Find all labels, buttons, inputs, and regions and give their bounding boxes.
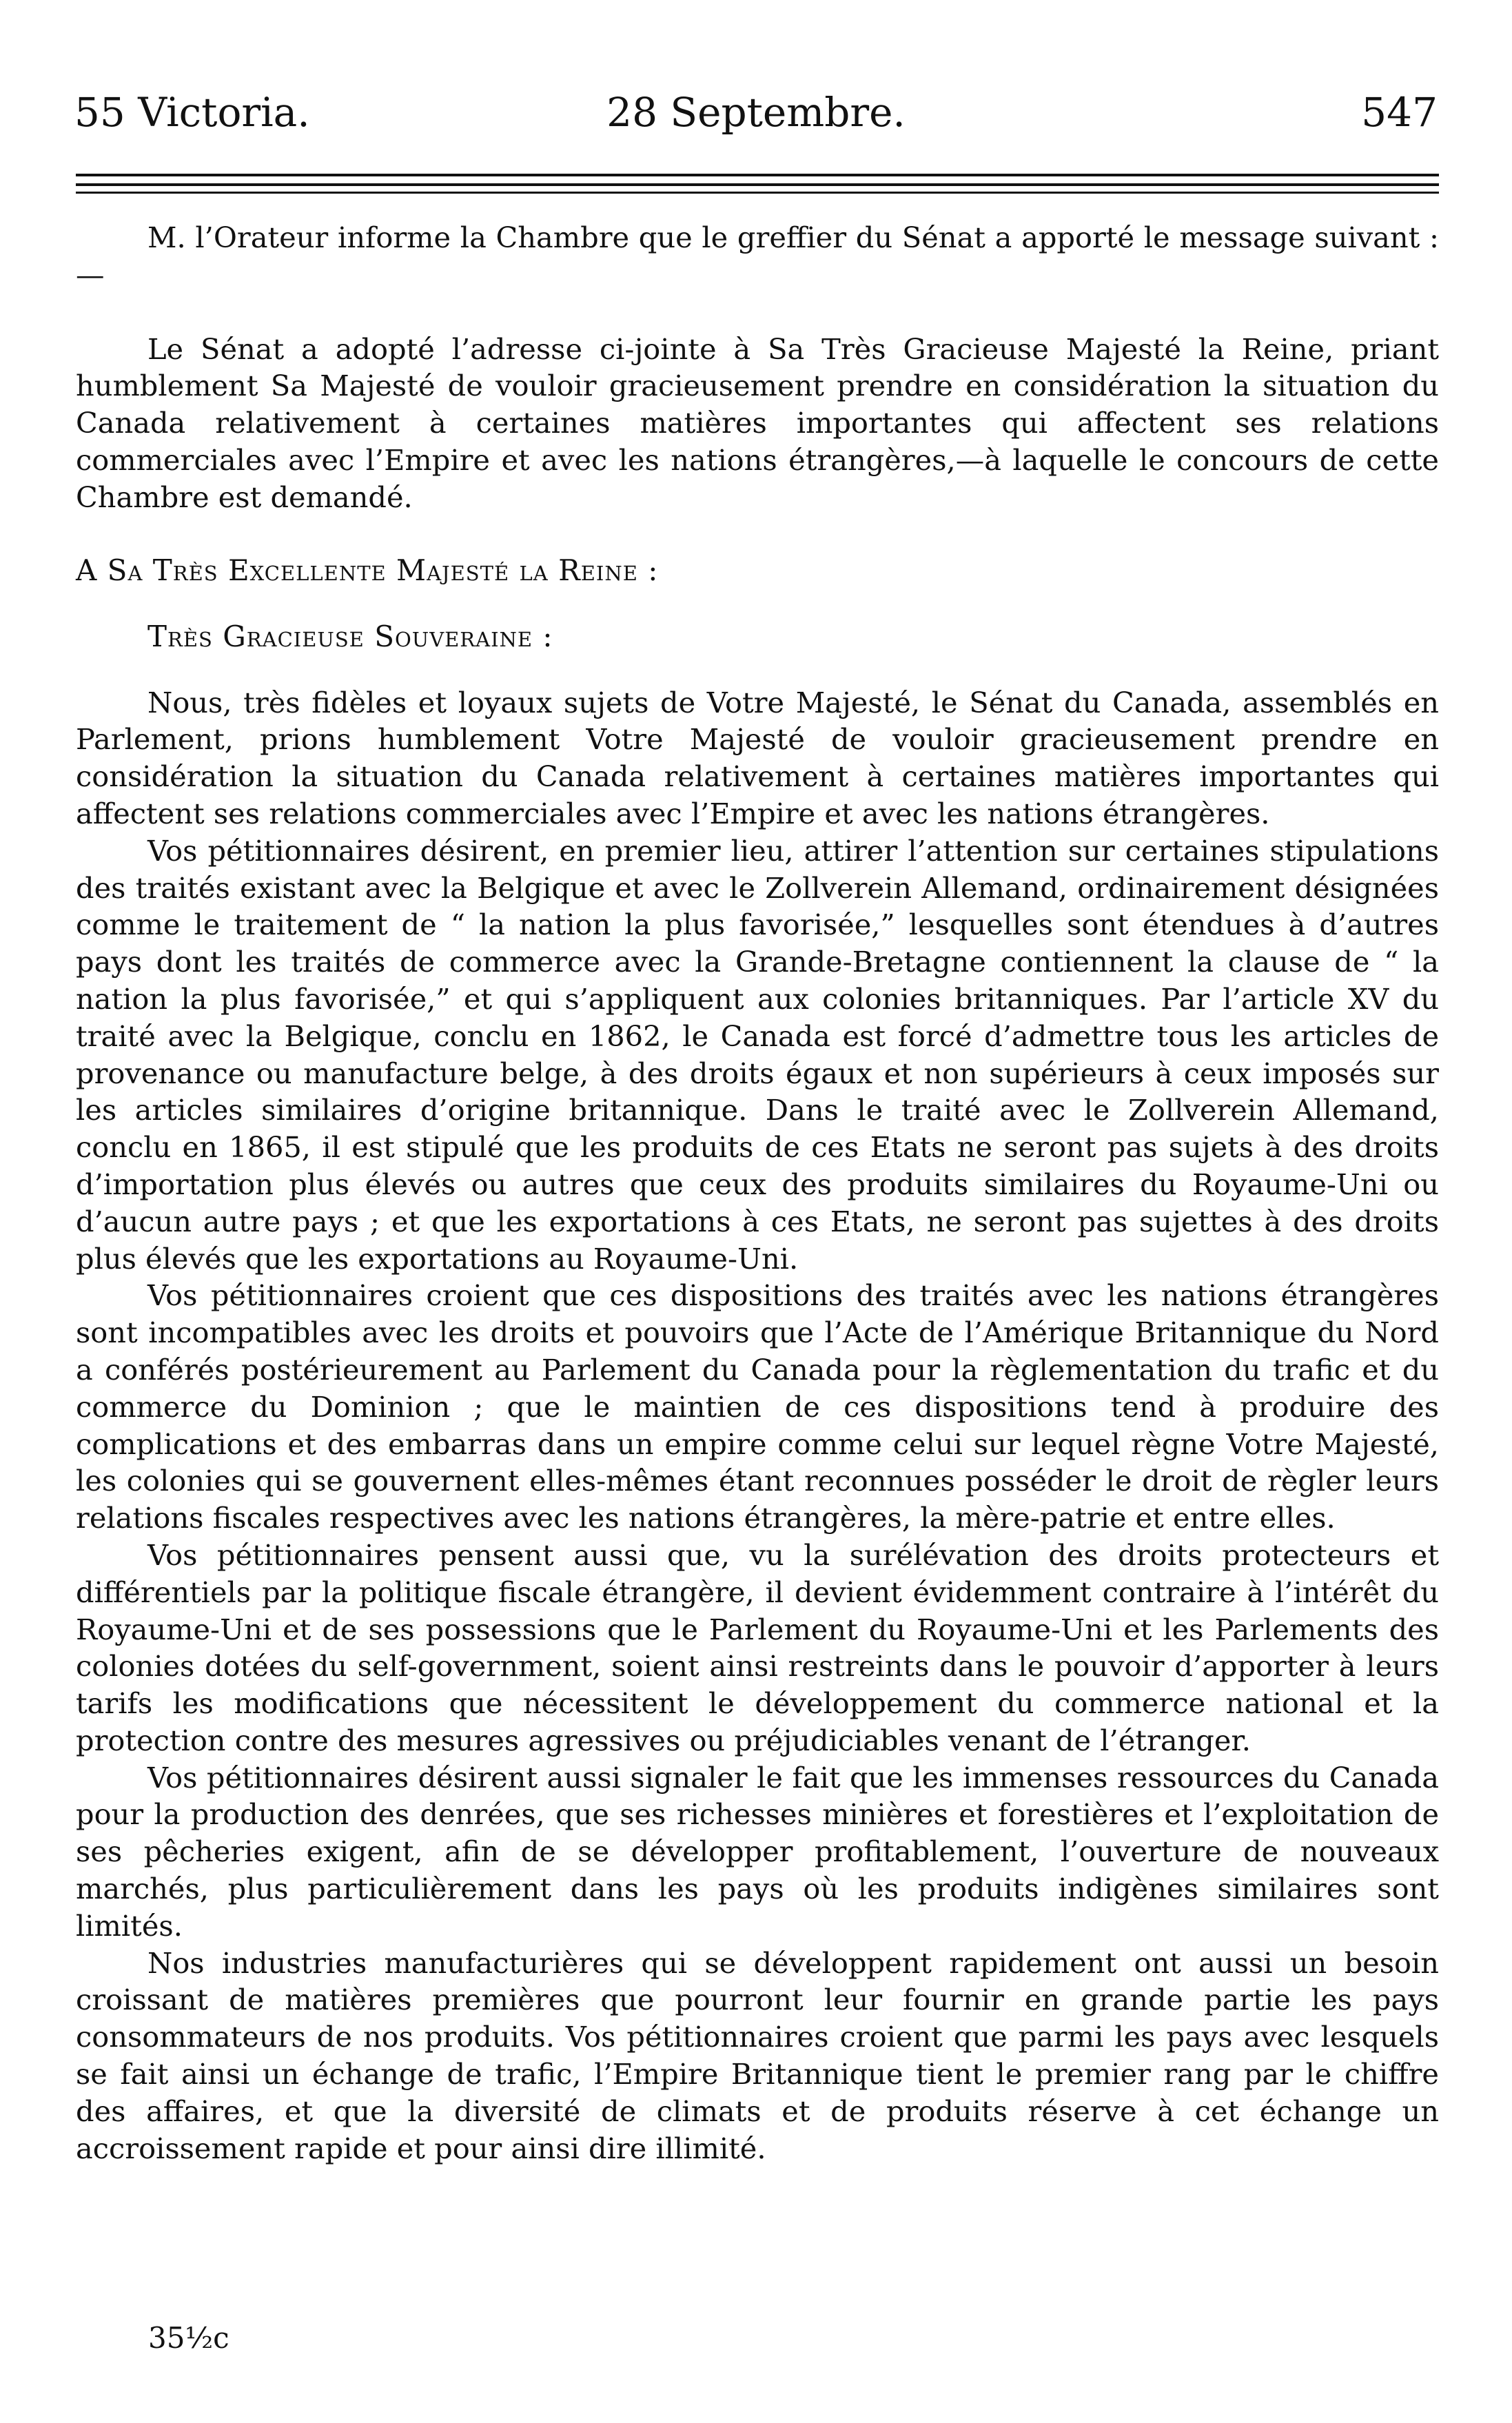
salutation-heading: Très Gracieuse Souveraine : [147,619,553,653]
header-rule-top [76,174,1439,176]
session-label: 55 Victoria. [74,89,310,136]
petition-paragraph: Vos pétitionnaires désirent aussi signaler le fait que les immenses ressources du Canada pour la production des denrées, que ses richesses minières et forestières et l’exploitation de ses pêcheries exigent, afin de se développer profitablement, l’ouverture de nouveaux marchés, plus particulièrement dans les pays où les produits indigènes similaires sont limités. [76,1760,1439,1943]
date-label: 28 Septembre. [606,89,906,136]
header-rule-middle [76,183,1439,186]
header-rule-bottom [76,192,1439,194]
signature-mark: 35½c [148,2321,229,2355]
petition-paragraph: Nous, très fidèles et loyaux sujets de Votre Majesté, le Sénat du Canada, assemblés en Parlement, prions humblement Votre Majesté de vouloir gracieusement prendre en considération la situation du Canada relativement à certaines matières importantes qui affectent ses relations commerciales avec l’Empire et avec les nations étrangères. [76,685,1439,830]
petition-paragraph: Vos pétitionnaires croient que ces dispositions des traités avec les nations étrangères sont incompatibles avec les droits et pouvoirs que l’Acte de l’Amérique Britannique du Nord a conférés postérieurement au Parlement du Canada pour la règlementation du trafic et du commerce du Dominion ; que le maintien de ces dispositions tend à produire des complications et des embarras dans un empire comme celui sur lequel règne Votre Majesté, les colonies qui se gouvernent elles-mêmes étant reconnues posséder le droit de règler leurs relations fiscales respectives avec les nations étrangères, la mère-patrie et entre elles. [76,1278,1439,1535]
petition-paragraph: Vos pétitionnaires désirent, en premier lieu, attirer l’attention sur certaines stipulations des traités existant avec la Belgique et avec le Zollverein Allemand, ordinairement désignées comme le traitement de “ la nation la plus favorisée,” lesquelles sont étendues à d’autres pays dont les traités de commerce avec la Grande-Bretagne contiennent la clause de “ la nation la plus favorisée,” et qui s’appliquent aux colonies britanniques. Par l’article XV du traité avec la Belgique, conclu en 1862, le Canada est forcé d’admettre tous les articles de provenance ou manufacture belge, à des droits égaux et non supérieurs à ceux imposés sur les articles similaires d’origine britannique. Dans le traité avec le Zollverein Allemand, conclu en 1865, il est stipulé que les produits de ces Etats ne seront pas sujets à des droits d’importation plus élevés ou autres que ceux des produits similaires du Royaume-Uni ou d’aucun autre pays ; et que les exportations à ces Etats, ne seront pas sujettes à des droits plus élevés que les exportations au Royaume-Uni. [76,833,1439,1276]
address-heading: A Sa Très Excellente Majesté la Reine : [76,553,659,587]
intro-paragraph: M. l’Orateur informe la Chambre que le greffier du Sénat a apporté le message suivant :— [76,221,1439,292]
page-number: 547 [1361,89,1438,136]
running-head [74,81,1438,143]
petition-paragraph: Nos industries manufacturières qui se développent rapidement ont aussi un besoin croissant de matières premières que pourront leur fournir en grande partie les pays consommateurs de nos produits. Vos pétitionnaires croient que parmi les pays avec lesquels se fait ainsi un échange de trafic, l’Empire Britannique tient le premier rang par le chiffre des affaires, et que la diversité de climats et de produits réserve à cet échange un accroissement rapide et pour ainsi dire illimité. [76,1945,1439,2165]
petition-paragraph: Vos pétitionnaires pensent aussi que, vu la surélévation des droits protecteurs et différentiels par la politique fiscale étrangère, il devient évidemment contraire à l’intérêt du Royaume-Uni et de ses possessions que le Parlement du Royaume-Uni et les Parlements des colonies dotées du self-government, soient ainsi restreints dans le pouvoir d’apporter à leurs tarifs les modifications que nécessitent le développement du commerce national et la protection contre des mesures agressives ou préjudiciables venant de l’étranger. [76,1537,1439,1757]
body-text [76,219,1439,2167]
senate-message-paragraph: Le Sénat a adopté l’adresse ci-jointe à Sa Très Gracieuse Majesté la Reine, priant humblement Sa Majesté de vouloir gracieusement prendre en considération la situation du Canada relativement à certaines matières importantes qui affectent ses relations commerciales avec l’Empire et avec les nations étrangères,—à laquelle le concours de cette Chambre est demandé. [76,331,1439,514]
